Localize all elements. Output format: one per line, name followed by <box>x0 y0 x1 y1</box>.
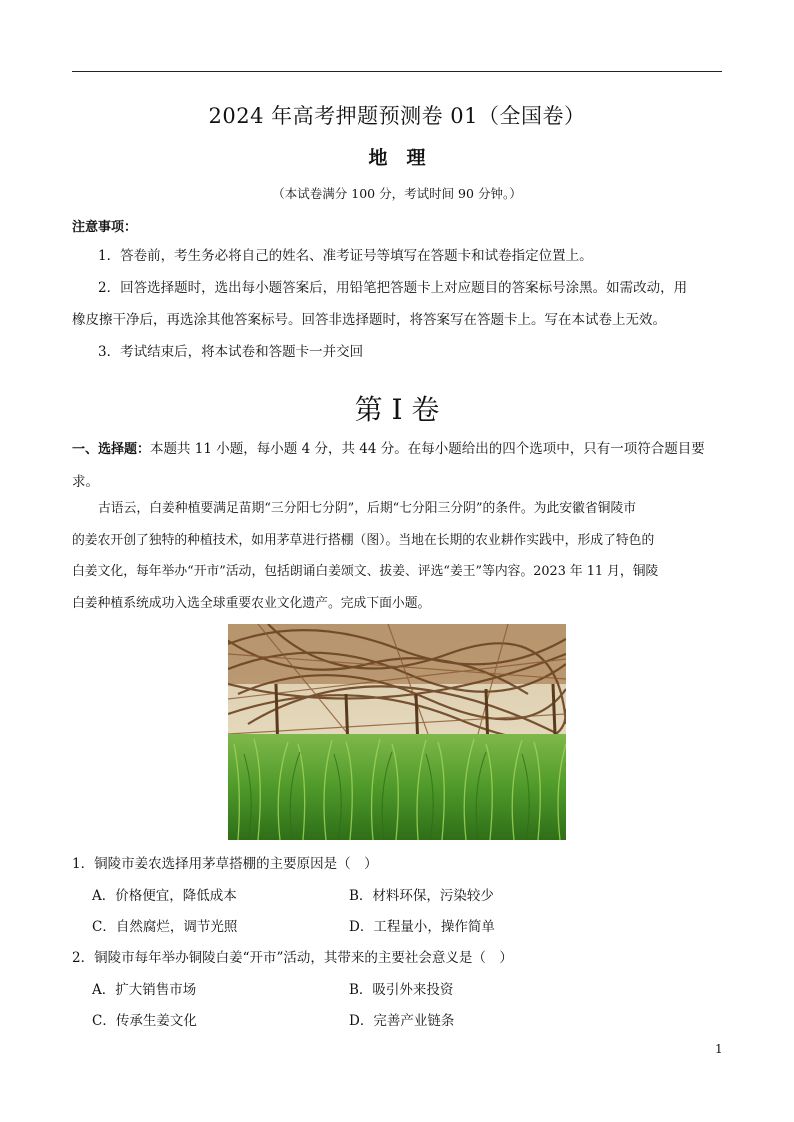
passage-line: 白姜文化，每年举办“开市”活动，包括朗诵白姜颂文、拔姜、评选“姜王”等内容。2023 年 11 月，铜陵 <box>72 564 659 579</box>
question-1-stem: 1．铜陵市姜农选择用茅草搭棚的主要原因是（ ） <box>72 856 378 872</box>
section-instructions <box>72 433 724 498</box>
question-1-option-a[interactable]: A．价格便宜，降低成本 <box>92 888 237 904</box>
ginger-shed-photo <box>228 624 566 840</box>
reading-passage <box>72 493 724 619</box>
question-2-option-d[interactable]: D．完善产业链条 <box>349 1013 455 1029</box>
question-2-option-c[interactable]: C．传承生姜文化 <box>92 1013 197 1029</box>
question-2-option-b[interactable]: B．吸引外来投资 <box>349 982 454 998</box>
question-1-option-c[interactable]: C．自然腐烂，调节光照 <box>92 919 238 935</box>
section-heading: 一、选择题： <box>72 442 151 457</box>
notice-item-2-cont: 橡皮擦干净后，再选涂其他答案标号。回答非选择题时，将答案写在答题卡上。写在本试卷上无效。 <box>72 312 666 328</box>
notice-heading: 注意事项： <box>72 220 138 235</box>
notice-item-3: 3．考试结束后，将本试卷和答题卡一并交回 <box>98 344 364 360</box>
exam-title: 2024 年高考押题预测卷 01（全国卷） <box>208 104 586 128</box>
question-2-stem: 2．铜陵市每年举办铜陵白姜“开市”活动，其带来的主要社会意义是（ ） <box>72 950 513 966</box>
volume-title: 第 I 卷 <box>354 393 440 426</box>
notice-item-1: 1．答卷前，考生务必将自己的姓名、准考证号等填写在答题卡和试卷指定位置上。 <box>98 248 593 264</box>
header-rule <box>72 71 722 72</box>
section-text: 本题共 11 小题，每小题 4 分，共 44 分。在每小题给出的四个选项中，只有一项符合题目要 <box>150 441 705 457</box>
score-note: （本试卷满分 100 分，考试时间 90 分钟。） <box>272 186 522 201</box>
passage-line: 古语云，白姜种植要满足苗期“三分阳七分阴”，后期“七分阳三分阴”的条件。为此安徽省铜陵市 <box>98 501 637 516</box>
passage-line: 的姜农开创了独特的种植技术，如用茅草进行搭棚（图）。当地在长期的农业耕作实践中，形成了特色的 <box>72 532 655 548</box>
passage-line: 白姜种植系统成功入选全球重要农业文化遗产。完成下面小题。 <box>72 595 431 611</box>
question-2-option-a[interactable]: A．扩大销售市场 <box>92 982 197 998</box>
question-1-option-b[interactable]: B．材料环保，污染较少 <box>349 888 494 904</box>
notice-item-2: 2．回答选择题时，选出每小题答案后，用铅笔把答题卡上对应题目的答案标号涂黑。如需改动，用 <box>98 280 688 296</box>
notice-list <box>72 240 724 368</box>
page-number: 1 <box>715 1042 723 1056</box>
subject-title: 地 理 <box>368 147 426 169</box>
question-1-option-d[interactable]: D．工程量小，操作简单 <box>349 919 495 935</box>
section-text-cont: 求。 <box>72 474 99 490</box>
